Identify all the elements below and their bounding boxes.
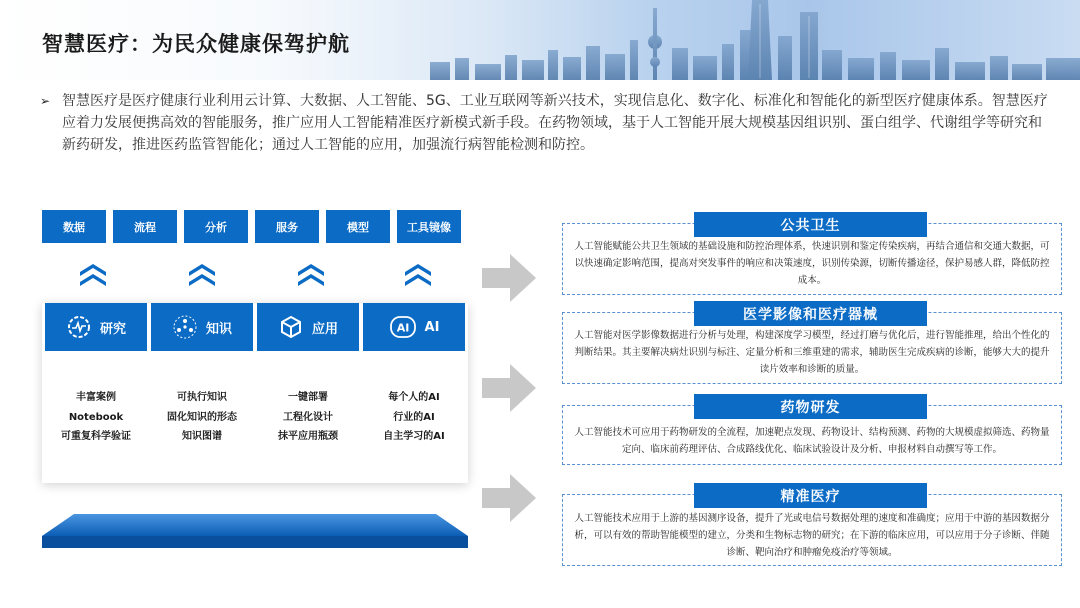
svg-text:AI: AI [396, 321, 409, 335]
intro-paragraph [40, 90, 1048, 156]
card-line: 固化知识的形态 [167, 411, 237, 423]
double-chevron-up-icon [405, 262, 431, 286]
card-line: 知识图谱 [182, 431, 222, 442]
cube-icon [278, 314, 304, 340]
tag-data: 数据 [42, 210, 106, 243]
section-drug-rd-title: 药物研发 [694, 394, 927, 419]
section-public-health-text: 人工智能赋能公共卫生领域的基础设施和防控治理体系，快速识别和鉴定传染疾病，再结合通信和交通大数据，可以快速确定影响范围，提高对突发事件的响应和决策速度，识别传染源，切断传播途径，保护易感人群，降低防控成本。 [574, 241, 1050, 286]
card-ai-header [363, 303, 465, 351]
bullet-arrow-icon: ➢ [40, 94, 51, 108]
double-chevron-up-icon [298, 262, 324, 286]
card-title: 应用 [311, 321, 338, 337]
section-public-health-title: 公共卫生 [694, 212, 927, 237]
right-arrow-icon [482, 254, 536, 302]
double-chevron-up-icon [80, 262, 106, 286]
card-line: 丰富案例 [76, 392, 116, 403]
card-line: 每个人的AI [388, 392, 440, 403]
section-imaging-text: 人工智能对医学影像数据进行分析与处理，构建深度学习模型，经过打磨与优化后，进行智能推理，给出个性化的判断结果。其主要解决病灶识别与标注、定量分析和三维重建的需求，辅助医生完成疾病的诊断，能够大大的提升读片效率和诊断的质量。 [574, 330, 1050, 375]
section-precision-text: 人工智能技术应用于上游的基因测序设备，提升了光或电信号数据处理的速度和准确度；应用于中游的基因数据分析，可以有效的帮助智能模型的建立，分类和生物标志物的研究；在下游的临床应用，可以应用于分子诊断、伴随诊断、靶向治疗和肿瘤免疫治疗等领域。 [574, 513, 1050, 558]
card-title: AI [424, 319, 440, 335]
card-title: 研究 [99, 321, 126, 337]
header-banner [0, 0, 1080, 80]
card-line: 可执行知识 [177, 392, 227, 403]
platform-base-shape [42, 514, 468, 550]
double-chevron-up-icon [189, 262, 215, 286]
card-line: 行业的AI [393, 411, 435, 423]
intro-text: 智慧医疗是医疗健康行业利用云计算、大数据、人工智能、5G、工业互联网等新兴技术，实现信息化、数字化、标准化和智能化的新型医疗健康体系。智慧医疗应着力发展便携高效的智能服务，推广应用人工智能精准医疗新模式新手段。在药物领域，基于人工智能开展大规模基因组识别、蛋白组学、代谢组学等研究和新药研发，推进医药监管智能化；通过人工智能的应用，加强流行病智能检测和防控。 [62, 93, 1048, 153]
page-title: 智慧医疗：为民众健康保驾护航 [42, 32, 350, 56]
activity-gear-icon [66, 314, 92, 340]
ai-chip-icon [389, 314, 417, 340]
section-drug-rd-text: 人工智能技术可应用于药物研发的全流程，加速靶点发现、药物设计、结构预测、药物的大规模虚拟筛选、药物量定向、临床前药理评估、合成路线优化、临床试验设计及分析、申报材料自动撰写等工作。 [574, 427, 1050, 455]
card-line: Notebook [68, 411, 124, 423]
tag-tool-image: 工具镜像 [397, 210, 461, 243]
card-ai-body [363, 388, 465, 447]
card-line: 自主学习的AI [383, 431, 445, 442]
card-research-header [45, 303, 147, 351]
card-line: 抹平应用瓶颈 [278, 431, 338, 442]
tag-model: 模型 [326, 210, 390, 243]
card-line: 一键部署 [288, 392, 328, 403]
card-application-header [257, 303, 359, 351]
tag-service: 服务 [255, 210, 319, 243]
card-knowledge-body [151, 388, 253, 447]
card-research-body [45, 388, 147, 447]
network-nodes-icon [172, 314, 198, 340]
card-line: 工程化设计 [283, 411, 333, 423]
right-arrow-icon [482, 474, 536, 522]
section-imaging-title: 医学影像和医疗器械 [694, 301, 927, 326]
right-arrow-icon [482, 364, 536, 412]
card-application-body [257, 388, 359, 447]
card-title: 知识 [205, 321, 232, 337]
tag-process: 流程 [113, 210, 177, 243]
card-knowledge-header [151, 303, 253, 351]
section-precision-title: 精准医疗 [694, 483, 927, 508]
tag-analysis: 分析 [184, 210, 248, 243]
card-line: 可重复科学验证 [61, 431, 131, 442]
